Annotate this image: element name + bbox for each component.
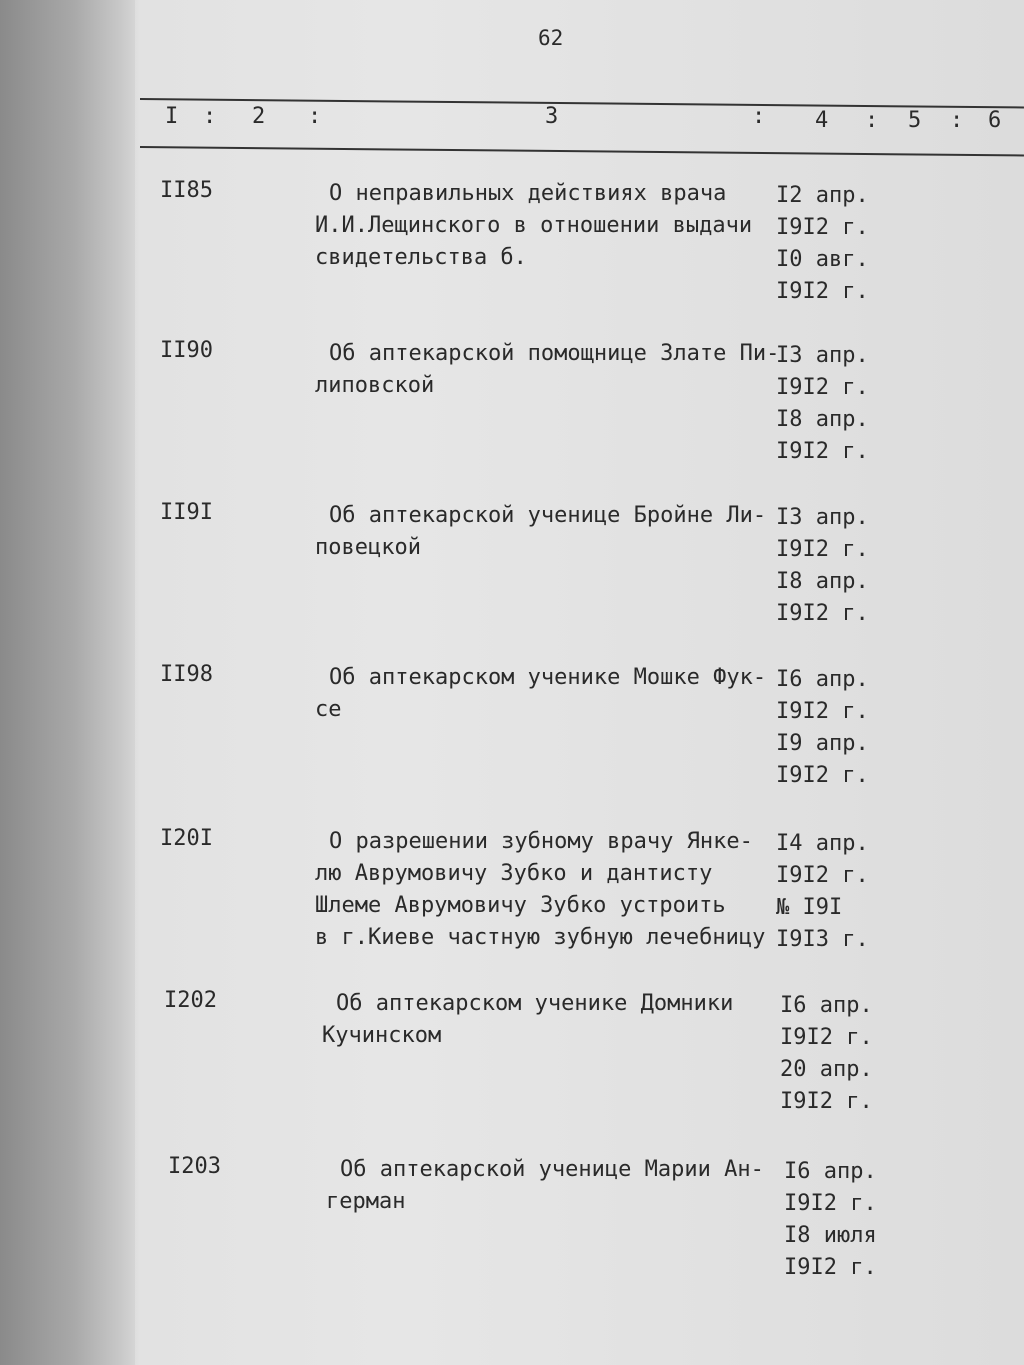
header-col-4: 4 — [815, 108, 829, 133]
entry-dates — [776, 664, 869, 792]
start-date: I4 апр. — [776, 831, 869, 856]
description-line: Кучинском — [322, 1023, 442, 1048]
start-date: I3 апр. — [776, 343, 869, 368]
entry-dates — [776, 180, 869, 308]
description-line: Об аптекарской ученице Бройне Ли- — [329, 503, 767, 528]
binding-gutter — [0, 0, 135, 1365]
description-line: се — [315, 697, 342, 722]
header-col-2: 2 — [252, 104, 266, 129]
header-col-1: I — [165, 104, 179, 129]
description-line: И.И.Лещинского в отношении выдачи — [315, 213, 753, 238]
end-date: 20 апр. — [780, 1057, 873, 1082]
entry-description — [315, 338, 780, 402]
start-year: I9I2 г. — [784, 1191, 877, 1216]
start-date: I6 апр. — [784, 1159, 877, 1184]
description-line: Шлеме Аврумовичу Зубко устроить — [315, 893, 726, 918]
entry-number: II90 — [160, 338, 213, 363]
header-rule-bottom — [140, 146, 1024, 156]
entry-dates — [776, 340, 869, 468]
description-line: Об аптекарском ученике Домники — [336, 991, 734, 1016]
description-line: Об аптекарской помощнице Злате Пи- — [329, 341, 780, 366]
entry-number: II85 — [160, 178, 213, 203]
entry-dates — [784, 1156, 877, 1284]
entry-number: I202 — [164, 988, 217, 1013]
header-separator: : — [950, 108, 964, 133]
description-line: повецкой — [315, 535, 421, 560]
end-year: I9I2 г. — [776, 439, 869, 464]
page-number: 62 — [538, 26, 564, 50]
start-date: I3 апр. — [776, 505, 869, 530]
start-year: I9I2 г. — [776, 375, 869, 400]
end-year: I9I3 г. — [776, 927, 869, 952]
description-line: липовской — [315, 373, 435, 398]
entry-description — [315, 178, 775, 274]
entry-description — [315, 500, 775, 564]
entry-number: I20I — [160, 826, 213, 851]
end-year: I9I2 г. — [776, 279, 869, 304]
description-line: О неправильных действиях врача — [329, 181, 727, 206]
start-date: I6 апр. — [780, 993, 873, 1018]
entry-dates — [780, 990, 873, 1118]
end-date: I8 июля — [784, 1223, 877, 1248]
start-year: I9I2 г. — [776, 699, 869, 724]
description-line: Об аптекарской ученице Марии Ан- — [340, 1157, 764, 1182]
entry-dates — [776, 502, 869, 630]
header-separator: : — [752, 104, 766, 129]
description-line: О разрешении зубному врачу Янке- — [329, 829, 753, 854]
description-line: герман — [326, 1189, 406, 1214]
entry-number: II98 — [160, 662, 213, 687]
header-separator: : — [308, 104, 322, 129]
end-year: I9I2 г. — [776, 601, 869, 626]
start-date: I2 апр. — [776, 183, 869, 208]
header-separator: : — [203, 104, 217, 129]
end-date: I9 апр. — [776, 731, 869, 756]
table-header — [0, 104, 1024, 144]
end-year: I9I2 г. — [784, 1255, 877, 1280]
end-date: I8 апр. — [776, 569, 869, 594]
start-year: I9I2 г. — [776, 537, 869, 562]
end-year: I9I2 г. — [776, 763, 869, 788]
end-date: I0 авг. — [776, 247, 869, 272]
end-date: I8 апр. — [776, 407, 869, 432]
start-year: I9I2 г. — [776, 863, 869, 888]
start-year: I9I2 г. — [776, 215, 869, 240]
end-year: I9I2 г. — [780, 1089, 873, 1114]
entry-description — [315, 662, 775, 726]
entry-number: I203 — [168, 1154, 221, 1179]
description-line: свидетельства б. — [315, 245, 527, 270]
header-col-5: 5 — [908, 108, 922, 133]
document-number: № I9I — [776, 895, 843, 920]
start-date: I6 апр. — [776, 667, 869, 692]
header-col-6: 6 — [988, 108, 1002, 133]
description-line: лю Аврумовичу Зубко и дантисту — [315, 861, 713, 886]
description-line: Об аптекарском ученике Мошке Фук- — [329, 665, 767, 690]
entry-dates — [776, 828, 869, 956]
description-line: в г.Киеве частную зубную лечебницу — [315, 925, 766, 950]
entry-description — [326, 1154, 786, 1218]
entry-number: II9I — [160, 500, 213, 525]
header-col-3: 3 — [545, 104, 559, 129]
header-separator: : — [865, 108, 879, 133]
entry-description — [315, 826, 775, 954]
entry-description — [322, 988, 782, 1052]
start-year: I9I2 г. — [780, 1025, 873, 1050]
